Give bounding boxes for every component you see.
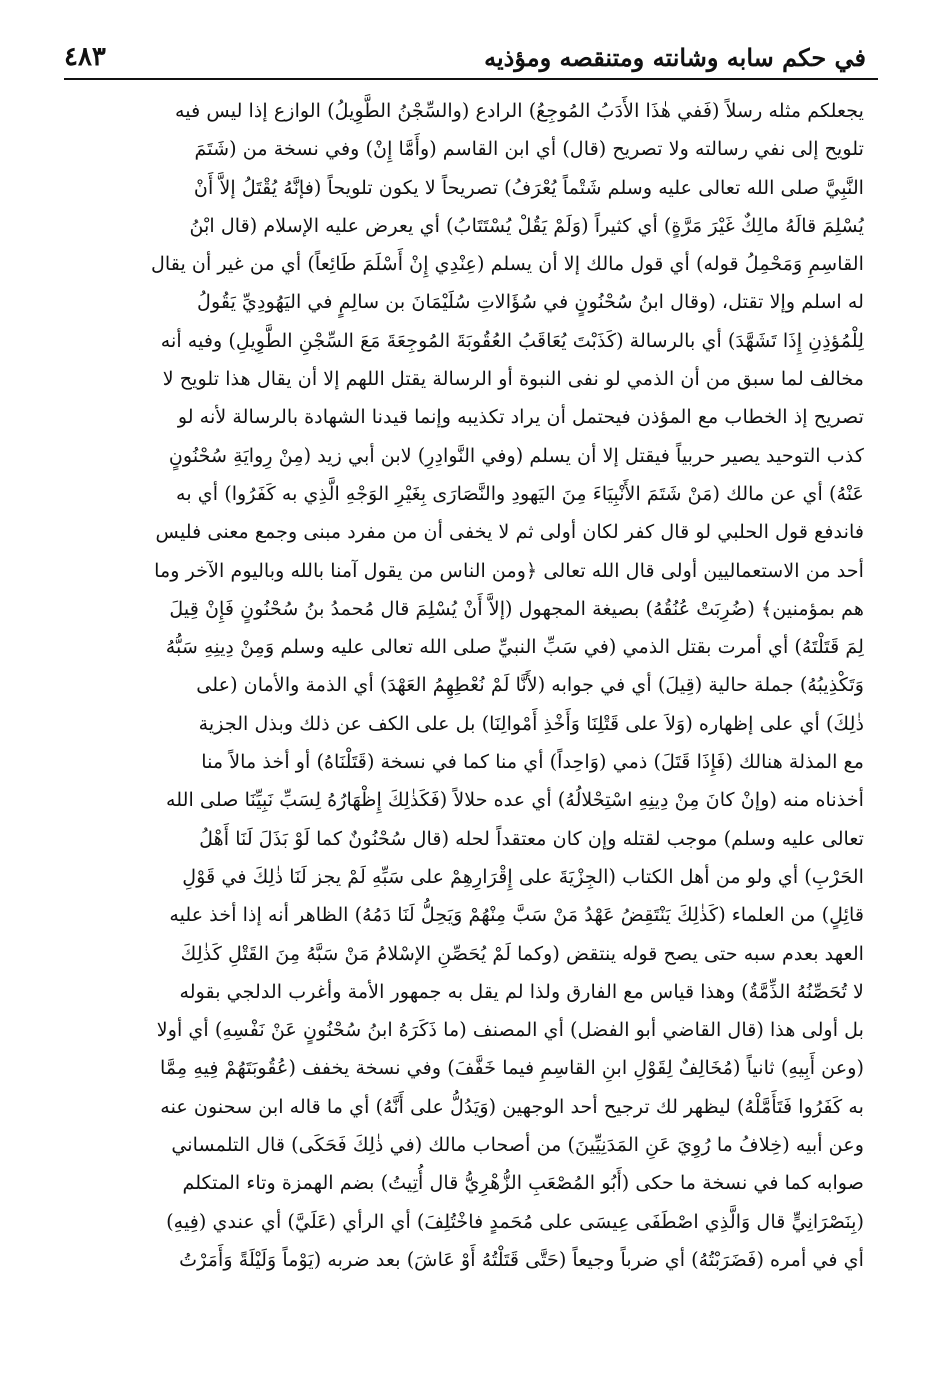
text-body <box>80 92 864 1279</box>
text-line: يُسْلِمَ قالَهُ مالِكٌ غَيْرَ مَرَّةٍ) أي كثيراً (وَلَمْ يَقُلْ يُسْتَتَابُ) أي يعرض عليه الإسلام (قال ابْنُ <box>189 213 864 237</box>
text-line: (بِنَصْرَانِيٍّ قال وَالَّذِي اصْطَفَى عِيسَى على مُحَمدٍ فاخْتُلِفَ) أي الرأي (عَلَيَّ) أي عندي (فِيهِ) <box>166 1209 864 1233</box>
header-rule <box>64 78 878 80</box>
page-header <box>64 26 866 72</box>
running-title: في حكم سابه وشانته ومتنقصه ومؤذيه <box>484 43 866 72</box>
text-line: لا تُحَصِّنُهُ الذِّمَّةُ) وهذا قياس مع الفارق ولذا لم يقل به جمهور الأمة وأغرب الدلجي بقوله <box>179 979 864 1003</box>
text-line: أخذناه منه (وإنْ كانَ مِنْ دِينِهِ اسْتِحْلالُهُ) أي عده حلالاً (فَكَذٰلِكَ إِظْهَارُهُ لِسَبِّ نَبِيِّنَا صلى الله <box>165 788 864 812</box>
page-number: ٤٨٣ <box>64 42 106 72</box>
text-line: لِمَ قَتَلْتَهُ) أي أمرت بقتل الذمي (في سَبِّ النبيِّ صلى الله تعالى عليه وسلم وَمِنْ دِينِهِ سَبُّهُ <box>165 635 864 659</box>
text-line: لِلْمُؤذِنِ إِذَا تَشَهَّدَ) أي بالرسالة (كَذَبْتَ يُعَاقَبُ العُقُوبَةَ المُوجِعَةَ مَعَ السِّجْنِ الطَّوِيلِ) وفيه أنه <box>160 328 864 352</box>
text-line: بل أولى هذا (قال القاضي أبو الفضل) أي المصنف (ما ذَكَرَهُ ابنُ سُحْنُونٍ عَنْ نَفْسِهِ) أي أولا <box>156 1018 864 1042</box>
text-line: تلويح إلى نفي رسالته ولا تصريح (قال) أي ابن القاسم (وأَمَّا إِنْ) وفي نسخة من (شَتَمَ <box>194 137 864 161</box>
text-line: عَنْهُ) أي عن مالك (مَنْ شَتَمَ الأَنْبِيَاءَ مِنَ اليَهودِ والنَّصَارَى بِغَيْرِ الوَجْهِ الَّذِي به كَفَرُوا) أي به <box>176 481 864 505</box>
text-line: هم بمؤمنين﴾ (ضُرِبَتْ عُنُقُهُ) بصيغة المجهول (إلاَّ أَنْ يُسْلِمَ قال مُحمدُ بنُ سُحْنُونٍ فَإِنْ قِيلَ <box>169 596 864 620</box>
text-line: ذٰلِكَ) أي على إظهاره (وَلاَ على قَتْلِنَا وَأَخْذِ أَمْوالِنَا) بل على الكف عن ذلك وبذل الجزية <box>198 711 864 735</box>
text-line: يجعلكم مثله رسلاً (فَفي هٰذَا الأَدَبُ المُوجِعُ) الرادع (والسِّجْنُ الطَّوِيلُ) الوازع إذا ليس فيه <box>175 99 864 122</box>
text-line: القاسِمِ وَمَحْمِلُ قوله) أي قول مالك إلا أن يسلم (عِنْدِي إِنْ أَسْلَمَ طَائِعاً) أي من غير أن يقال <box>150 252 864 276</box>
text-line: وعن أبيه (خِلافُ ما رُوِيَ عَنِ المَدَنِيِّينَ) من أصحاب مالك (في ذٰلِكَ فَحَكَى) قال التلمساني <box>171 1133 864 1157</box>
text-line: (وعن أَبِيهِ) ثانياً (مُخَالِفٌ لِقَوْلِ ابنِ القاسِمِ فيما خَفَّفَ) وفي نسخة يخفف (عُقُوبَتَهُمْ فِيهِ مِمَّا <box>160 1056 864 1080</box>
text-line: كذب التوحيد يصير حربياً فيقتل إلا أن يسلم (وفي النَّوادِرِ) لابن أبي زيد (مِنْ رِوايَةِ سُحْنُونٍ <box>168 443 864 467</box>
text-line: النَّبِيَّ صلى الله تعالى عليه وسلم شَتْماً يُعْرَفُ) تصريحاً لا يكون تلويحاً (فإنَّهُ يُقْتَلُ إلاَّ أَنْ <box>193 175 864 199</box>
text-line: وَتَكْذِيبُهُ) جملة حالية (قِيلَ) أي في جوابه (لأَنَّا لَمْ نُعْطِهِمُ العَهْدَ) أي الذمة والأمان (على <box>196 673 864 697</box>
text-line: تعالى عليه وسلم) موجب لقتله وإن كان معتقداً لحله (قال سُحْنُونٌ كما لَوْ بَذَلَ لَنَا أَهْلُ <box>199 826 864 850</box>
text-line: أحد من الاستعماليين أولى قال الله تعالى ﴿ومن الناس من يقول آمنا بالله وباليوم الآخر وما <box>154 558 864 582</box>
text-line: مع المذلة هنالك (فَإِذَا قَتَلَ) ذمي (وَاحِداً) أي منا كما في نسخة (قَتَلْنَاهُ) أو أخذ مالاً منا <box>201 750 864 774</box>
text-line: صوابه كما في نسخة ما حكى (أَبُو المُصْعَبِ الزُّهْرِيُّ قال أُتِيتُ) بضم الهمزة وتاء المتكلم <box>182 1171 864 1195</box>
text-line: له اسلم وإلا تقتل، (وقال ابنُ سُحْنُونٍ في سُؤَالاتِ سُلَيْمَانَ بن سالِمٍ في اليَهُودِيِّ يَقُولُ <box>197 290 864 314</box>
text-line: أي في أمره (فَضَرَبْتُهُ) أي ضرباً وجيعاً (حَتَّى قَتَلْتُهُ أَوْ عَاشَ) بعد ضربه (يَوْماً وَلَيْلَةً وَأَمَرْتُ <box>179 1247 864 1271</box>
text-line: العهد بعدم سبه حتى يصح قوله ينتقض (وكما لَمْ يُحَصِّنِ الإسْلامُ مَنْ سَبَّهُ مِنَ القَتْلِ كَذٰلِكَ <box>180 941 864 965</box>
text-line: قائِلٍ) من العلماء (كَذٰلِكَ يَنْتَقِضُ عَهْدُ مَنْ سَبَّ مِنْهُمْ وَيَحِلُّ لَنَا دَمُهُ) الظاهر أنه إذا أخذ عليه <box>169 903 864 927</box>
text-line: تصريح إذ الخطاب مع المؤذن فيحتمل أن يراد تكذيبه وإنما قيدنا الشهادة بالرسالة لأنه لو <box>177 405 864 429</box>
text-line: الحَرْبِ) أي ولو من أهل الكتاب (الجِزْيَةَ على إِقْرَارِهِمْ على سَبِّهِ لَمْ يجز لَنَا ذٰلِكَ في قَوْلِ <box>182 864 864 888</box>
text-line: فاندفع قول الحلبي لو قال كفر لكان أولى ثم لا يخفى أن من مفرد مبنى وجمع معنى فليس <box>155 520 864 544</box>
text-line: به كَفَرُوا فَتَأَمَّلْهُ) ليظهر لك ترجيح أحد الوجهين (وَيَدُلُّ على أَنَّهُ) أي ما قاله ابن سحنون عنه <box>160 1094 864 1118</box>
text-line: مخالف لما سبق من أن الذمي لو نفى النبوة أو الرسالة يقتل اللهم إلا أن يقال هذا تلويح لا <box>162 367 864 391</box>
